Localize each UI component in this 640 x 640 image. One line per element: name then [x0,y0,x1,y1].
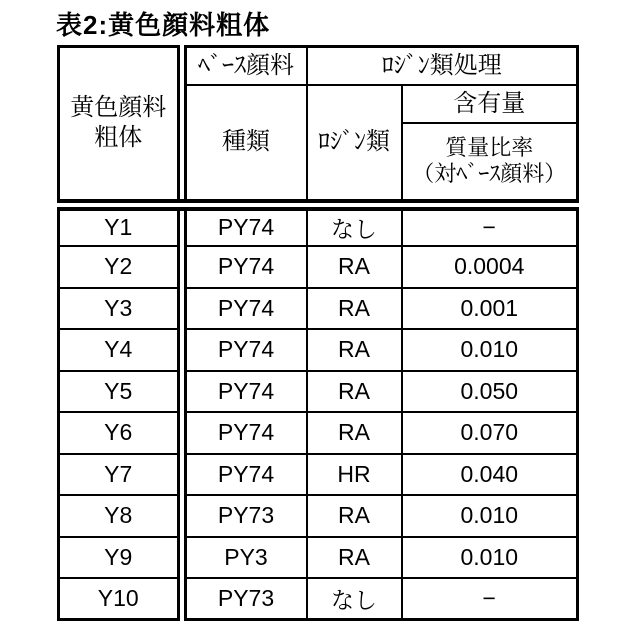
cell-rosin: RA [307,537,402,579]
table-header [59,47,578,205]
cell-ratio: 0.001 [402,288,578,330]
table-row [59,288,578,330]
cell-id: Y7 [59,454,182,496]
cell-base-pigment: PY74 [182,454,307,496]
cell-rosin: RA [307,371,402,413]
table-row [59,578,578,620]
cell-rosin: HR [307,454,402,496]
cell-ratio: 0.040 [402,454,578,496]
table-row [59,371,578,413]
cell-ratio: 0.010 [402,329,578,371]
header-rosin-type: ﾛｼﾞﾝ類 [307,85,402,205]
cell-base-pigment: PY74 [182,371,307,413]
cell-base-pigment: PY74 [182,205,307,247]
table-row [59,454,578,496]
cell-base-pigment: PY73 [182,578,307,620]
cell-base-pigment: PY73 [182,495,307,537]
cell-ratio: − [402,205,578,247]
cell-base-pigment: PY3 [182,537,307,579]
cell-ratio: − [402,578,578,620]
cell-id: Y3 [59,288,182,330]
cell-id: Y9 [59,537,182,579]
cell-rosin: RA [307,288,402,330]
table-row [59,205,578,247]
header-type: 種類 [182,85,307,205]
cell-ratio: 0.010 [402,495,578,537]
cell-rosin: RA [307,246,402,288]
cell-id: Y2 [59,246,182,288]
cell-rosin: なし [307,578,402,620]
table-title: 表2:黄色顔料粗体 [56,10,271,40]
cell-ratio: 0.070 [402,412,578,454]
cell-id: Y5 [59,371,182,413]
header-rosin-treatment: ﾛｼﾞﾝ類処理 [307,47,578,85]
header-mass-ratio: 質量比率 （対ﾍﾞｰｽ顔料） [402,123,578,205]
cell-ratio: 0.010 [402,537,578,579]
header-content-amount: 含有量 [402,85,578,123]
table-row [59,495,578,537]
yellow-pigment-table [57,45,579,621]
cell-id: Y10 [59,578,182,620]
table-row [59,537,578,579]
cell-ratio: 0.0004 [402,246,578,288]
cell-base-pigment: PY74 [182,246,307,288]
cell-id: Y8 [59,495,182,537]
header-row-1 [59,47,578,85]
cell-base-pigment: PY74 [182,412,307,454]
cell-id: Y1 [59,205,182,247]
cell-id: Y6 [59,412,182,454]
cell-rosin: RA [307,412,402,454]
table-row [59,412,578,454]
cell-id: Y4 [59,329,182,371]
table-row [59,246,578,288]
table-body [59,205,578,620]
cell-rosin: RA [307,495,402,537]
cell-ratio: 0.050 [402,371,578,413]
cell-rosin: RA [307,329,402,371]
table-row [59,329,578,371]
cell-base-pigment: PY74 [182,329,307,371]
header-base-pigment: ﾍﾞｰｽ顔料 [182,47,307,85]
cell-base-pigment: PY74 [182,288,307,330]
cell-rosin: なし [307,205,402,247]
header-yellow-pigment-crude: 黄色顔料 粗体 [59,47,182,205]
